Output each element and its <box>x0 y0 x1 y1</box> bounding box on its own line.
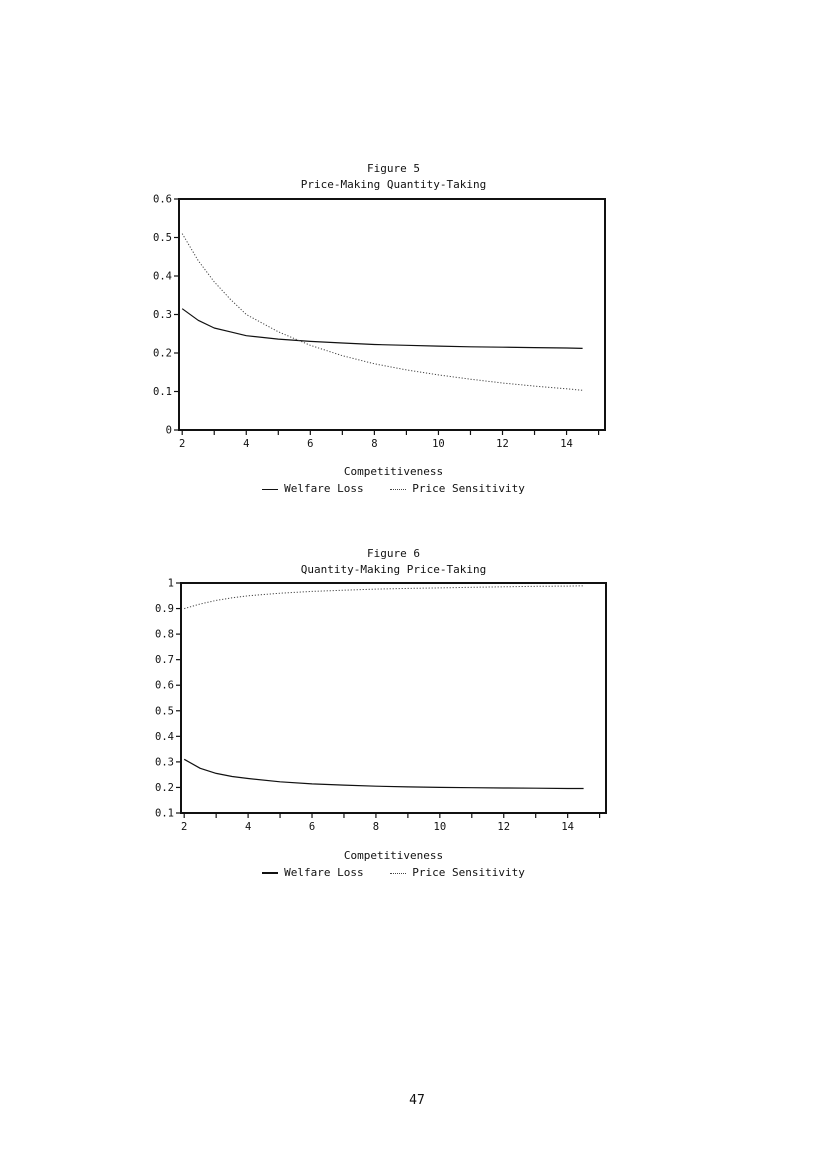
figure-5-xlabel: Competitiveness <box>343 465 444 478</box>
x-tick-label: 6 <box>307 438 314 450</box>
y-tick-label: 0.3 <box>153 309 172 321</box>
figure-5-title: Price-Making Quantity-Taking <box>300 178 487 191</box>
legend-item-price-sensitivity <box>390 866 525 879</box>
x-tick-label: 12 <box>496 438 509 450</box>
y-tick-label: 0.4 <box>155 730 174 743</box>
y-tick-label: 0.2 <box>153 347 172 360</box>
x-tick-label: 8 <box>372 821 380 833</box>
y-tick-label: 0.3 <box>155 756 174 769</box>
y-tick-label: 0.5 <box>155 705 174 718</box>
y-tick-label: 0.6 <box>155 679 174 692</box>
price-sensitivity-line <box>184 586 583 609</box>
figure-6-legend <box>0 866 787 879</box>
y-tick-label: 0.1 <box>155 807 174 820</box>
y-tick-label: 1 <box>167 577 174 590</box>
figure-6-xlabel: Competitiveness <box>343 849 444 862</box>
x-tick-label: 2 <box>179 438 186 450</box>
y-tick-label: 0.5 <box>153 232 172 244</box>
welfare-loss-line <box>184 759 583 788</box>
x-tick-label: 8 <box>371 438 378 450</box>
legend-label: Welfare Loss <box>284 482 364 495</box>
x-tick-label: 14 <box>561 821 574 833</box>
x-tick-label: 4 <box>243 438 250 450</box>
y-tick-label: 0.1 <box>153 386 172 398</box>
legend-label: Price Sensitivity <box>412 482 525 495</box>
y-tick-label: 0.6 <box>153 193 172 206</box>
x-tick-label: 14 <box>560 438 573 450</box>
x-tick-label: 2 <box>181 821 188 833</box>
legend-swatch-solid <box>262 872 278 874</box>
legend-swatch-dotted <box>390 873 406 874</box>
page-number: 47 <box>409 1093 425 1108</box>
y-tick-label: 0 <box>165 424 172 437</box>
x-tick-label: 10 <box>432 438 445 450</box>
y-tick-label: 0.2 <box>155 781 174 794</box>
y-tick-label: 0.9 <box>155 603 174 616</box>
legend-item-welfare-loss <box>262 866 363 879</box>
x-tick-label: 12 <box>497 821 511 833</box>
y-tick-label: 0.4 <box>153 270 172 283</box>
x-tick-label: 6 <box>308 821 316 833</box>
figure-6-title: Quantity-Making Price-Taking <box>300 563 487 576</box>
y-tick-label: 0.7 <box>155 654 174 667</box>
x-tick-label: 10 <box>433 821 447 833</box>
legend-label: Welfare Loss <box>284 866 364 879</box>
legend-label: Price Sensitivity <box>412 866 525 879</box>
figure-5-label: Figure 5 <box>367 162 420 175</box>
x-tick-label: 4 <box>244 821 252 833</box>
y-tick-label: 0.8 <box>155 628 174 641</box>
figure-6-label: Figure 6 <box>367 547 420 560</box>
